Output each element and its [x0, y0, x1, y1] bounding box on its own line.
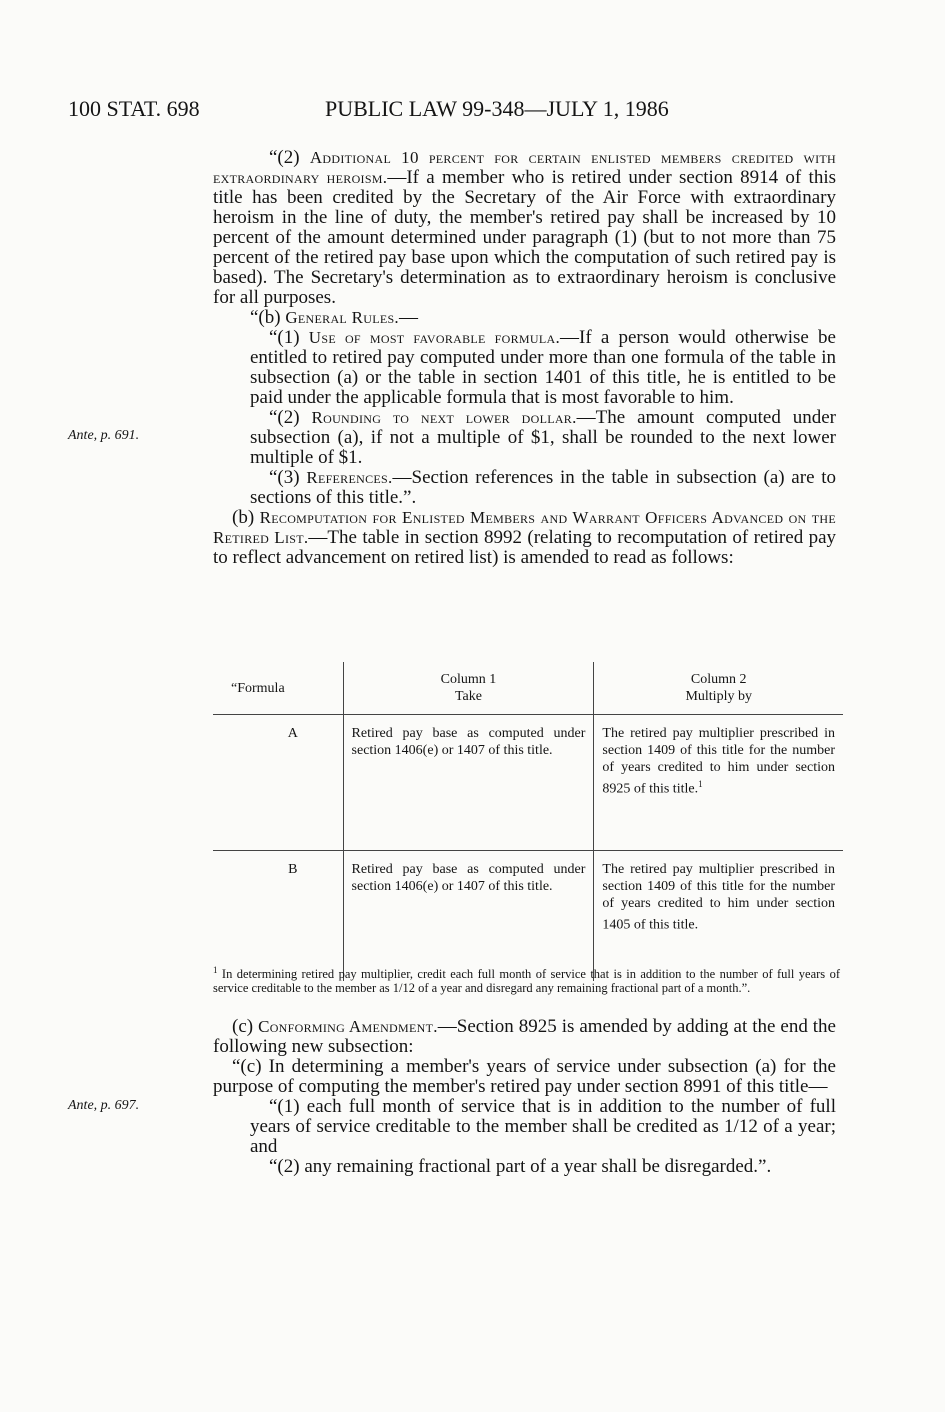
column-1-sublabel: Take — [454, 689, 482, 704]
para-open: “(1) — [269, 327, 309, 348]
multiply-text: The retired pay multiplier prescribed in section 1409 of this title for the number of years credited to him under section 8925 of this title. — [602, 726, 835, 797]
column-2-sublabel: Multiply by — [685, 689, 752, 704]
page-title: PUBLIC LAW 99-348—JULY 1, 1986 — [325, 96, 669, 121]
upper-text-block — [213, 148, 836, 568]
column-1-label: Column 1 — [440, 672, 497, 687]
para-open: “(b) — [250, 307, 286, 328]
para-text: —Section references in the table in subsection (a) are to sections of this title.”. — [250, 467, 836, 508]
header-formula: “Formula — [213, 662, 343, 715]
table-header-row — [213, 662, 843, 715]
header-column-2 — [594, 662, 843, 715]
paragraph-favorable-formula — [213, 328, 836, 408]
column-2-label: Column 2 — [690, 672, 747, 687]
para-open: (b) — [232, 507, 260, 528]
table-row — [213, 715, 843, 851]
multiply-text: The retired pay multiplier prescribed in section 1409 of this title for the number of years credited to him under section 1405 of this title. — [602, 862, 835, 933]
multiply-cell — [594, 851, 843, 982]
para-text: —Section 8925 is amended by adding at the end the following new subsection: — [213, 1016, 836, 1057]
take-cell: Retired pay base as computed under section 1406(e) or 1407 of this title. — [343, 851, 594, 982]
lower-text-block — [213, 1017, 836, 1177]
para-heading: Rounding to next lower dollar. — [311, 408, 577, 427]
recomputation-table — [213, 662, 843, 981]
para-text: —The amount computed under subsection (a), if not a multiple of $1, shall be rounded to the next lower multiple of $1. — [250, 407, 837, 468]
para-text: —If a member who is retired under section 8914 of this title has been credited by the Secretary of the Air Force with extraordinary heroism in the line of duty, the member's retired pay shall be increased by 10 percent of the amount determined under paragraph (1) (but to not more than 75 percent of the retired pay base upon which the computation of such retired pay is based). The Secretary's determination as to extraordinary heroism is conclusive for all purposes. — [213, 167, 836, 308]
table-footnote — [213, 963, 840, 995]
formula-cell: B — [213, 851, 343, 982]
para-text: —If a person would otherwise be entitled to retired pay computed under more than one formula of the table in subsection (a) or the table in section 1401 of this title, he is entitled to be paid under the applicable formula that is most favorable to him. — [250, 327, 836, 408]
margin-note-ante-691: Ante, p. 691. — [68, 428, 140, 443]
para-heading: Conforming Amendment. — [258, 1017, 438, 1036]
footnote-text: In determining retired pay multiplier, credit each full month of service that is in addition to the number of full years of service creditable to the member as 1/12 of a year and disregard any remaining fractional part of a month.”. — [213, 967, 840, 996]
header-column-1 — [343, 662, 594, 715]
para-text: —The table in section 8992 (relating to recomputation of retired pay to reflect advancement on retired list) is amended to read as follows: — [213, 527, 837, 568]
paragraph-item-1: “(1) each full month of service that is in addition to the number of full years of service creditable to the member shall be credited as 1/12 of a year; and — [250, 1096, 836, 1157]
margin-note-ante-697: Ante, p. 697. — [68, 1098, 140, 1113]
para-open: “(2) — [269, 407, 312, 428]
para-heading: References. — [306, 468, 393, 487]
paragraph-conforming — [213, 1017, 836, 1057]
para-heading: Recomputation for Enlisted Members and Warrant Officers Advanced on the Retired List. — [213, 508, 836, 547]
footnote-marker: 1 — [698, 779, 703, 789]
multiply-cell — [594, 715, 843, 851]
para-open: “(3) — [269, 467, 307, 488]
para-heading: Use of most favorable formula. — [308, 328, 560, 347]
paragraph-general-rules — [213, 308, 836, 328]
paragraph-subsection-c: “(c) In determining a member's years of service under subsection (a) for the purpose of computing the member's retired pay under section 8991 of this title— — [213, 1056, 836, 1097]
para-heading: General Rules. — [285, 308, 399, 327]
paragraph-rounding — [213, 408, 836, 468]
paragraph-additional-heroism — [213, 148, 836, 308]
take-cell: Retired pay base as computed under section 1406(e) or 1407 of this title. — [343, 715, 594, 851]
paragraph-recomputation — [213, 508, 836, 568]
paragraph-references — [213, 468, 836, 508]
table-row — [213, 851, 843, 982]
paragraph-item-2: “(2) any remaining fractional part of a year shall be disregarded.”. — [269, 1156, 772, 1177]
formula-cell: A — [213, 715, 343, 851]
footnote-marker: 1 — [213, 965, 218, 975]
para-heading: Additional 10 percent for certain enlisted members credited with extraordinary heroism. — [213, 148, 836, 187]
para-open: “(2) — [269, 147, 310, 168]
para-text: — — [399, 307, 418, 328]
stat-reference: 100 STAT. 698 — [68, 96, 200, 121]
para-open: (c) — [232, 1016, 259, 1037]
